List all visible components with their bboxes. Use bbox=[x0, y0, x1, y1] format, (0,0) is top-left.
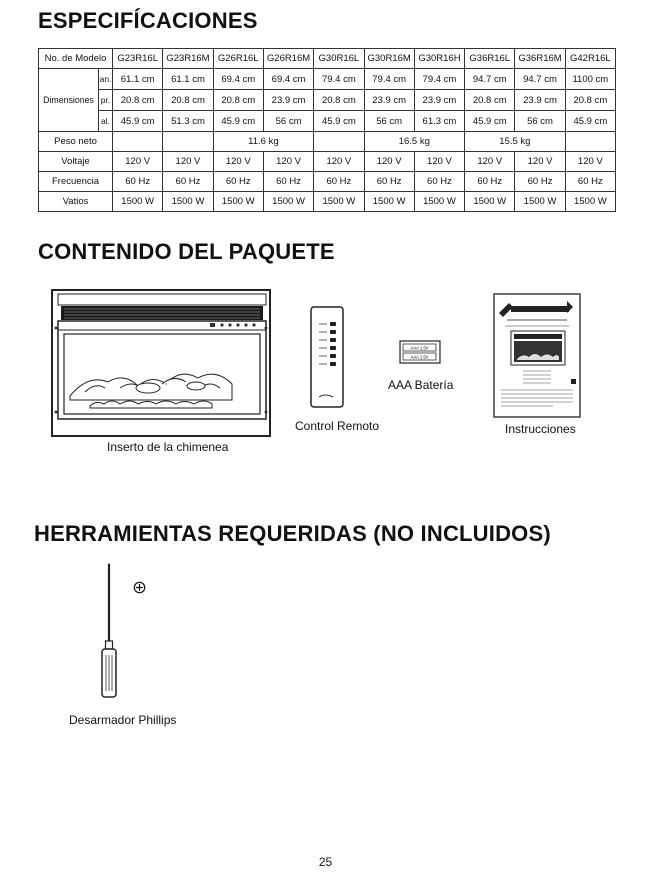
watts-label: Vatios bbox=[39, 192, 113, 212]
table-cell: 60 Hz bbox=[515, 172, 565, 192]
frequency-label: Frecuencia bbox=[39, 172, 113, 192]
voltage-label: Voltaje bbox=[39, 152, 113, 172]
model-cell: G30R16H bbox=[414, 49, 464, 69]
table-cell: 20.8 cm bbox=[314, 90, 364, 111]
table-cell: 56 cm bbox=[364, 111, 414, 132]
table-cell: 45.9 cm bbox=[213, 111, 263, 132]
table-cell: 60 Hz bbox=[565, 172, 615, 192]
table-cell: 60 Hz bbox=[314, 172, 364, 192]
remote-control-illustration bbox=[307, 305, 347, 410]
dim-sub-label: pr. bbox=[99, 90, 113, 111]
battery-label: AAA 1.5V bbox=[410, 345, 429, 351]
manual-caption: Instrucciones bbox=[505, 422, 576, 436]
model-cell: G42R16L bbox=[565, 49, 615, 69]
table-cell: 1500 W bbox=[163, 192, 213, 212]
table-cell: 1500 W bbox=[314, 192, 364, 212]
spec-table bbox=[38, 48, 616, 212]
model-cell: G36R16M bbox=[515, 49, 565, 69]
table-cell: 60 Hz bbox=[414, 172, 464, 192]
tools-heading: HERRAMIENTAS REQUERIDAS (NO INCLUIDOS) bbox=[34, 521, 551, 546]
table-cell: 94.7 cm bbox=[515, 69, 565, 90]
table-cell: 1500 W bbox=[414, 192, 464, 212]
dimensions-label: Dimensiones bbox=[39, 69, 99, 132]
battery-caption: AAA Batería bbox=[388, 378, 454, 392]
table-cell: 61.3 cm bbox=[414, 111, 464, 132]
table-cell: 79.4 cm bbox=[414, 69, 464, 90]
model-cell: G30R16M bbox=[364, 49, 414, 69]
table-cell: 23.9 cm bbox=[364, 90, 414, 111]
table-row-depth bbox=[39, 90, 616, 111]
table-cell: 69.4 cm bbox=[213, 69, 263, 90]
table-cell: 120 V bbox=[263, 152, 313, 172]
model-cell: G36R16L bbox=[465, 49, 515, 69]
table-cell: 120 V bbox=[364, 152, 414, 172]
model-cell: G26R16L bbox=[213, 49, 263, 69]
table-cell bbox=[565, 132, 615, 152]
table-cell: 1500 W bbox=[515, 192, 565, 212]
model-cell: G30R16L bbox=[314, 49, 364, 69]
table-cell: 45.9 cm bbox=[565, 111, 615, 132]
phillips-screwdriver-illustration bbox=[98, 563, 126, 699]
table-cell: 60 Hz bbox=[213, 172, 263, 192]
phillips-head-icon bbox=[133, 581, 146, 594]
battery-illustration bbox=[399, 340, 441, 364]
weight-cell: 15.5 kg bbox=[465, 132, 566, 152]
model-cell: G23R16L bbox=[113, 49, 163, 69]
manual-illustration bbox=[493, 293, 581, 418]
table-cell: 79.4 cm bbox=[364, 69, 414, 90]
table-cell: 61.1 cm bbox=[113, 69, 163, 90]
table-cell: 56 cm bbox=[263, 111, 313, 132]
dim-sub-label: an. bbox=[99, 69, 113, 90]
table-cell: 20.8 cm bbox=[113, 90, 163, 111]
table-cell bbox=[314, 132, 364, 152]
dim-sub-label: al. bbox=[99, 111, 113, 132]
table-cell: 45.9 cm bbox=[113, 111, 163, 132]
table-cell: 60 Hz bbox=[465, 172, 515, 192]
page-number: 25 bbox=[318, 855, 333, 869]
table-cell: 1500 W bbox=[465, 192, 515, 212]
table-cell: 56 cm bbox=[515, 111, 565, 132]
table-cell: 120 V bbox=[213, 152, 263, 172]
table-cell: 120 V bbox=[414, 152, 464, 172]
table-cell: 20.8 cm bbox=[465, 90, 515, 111]
model-label: No. de Modelo bbox=[39, 49, 113, 69]
table-row-width bbox=[39, 69, 616, 90]
table-cell: 120 V bbox=[113, 152, 163, 172]
table-cell: 23.9 cm bbox=[515, 90, 565, 111]
table-cell: 20.8 cm bbox=[213, 90, 263, 111]
table-cell: 69.4 cm bbox=[263, 69, 313, 90]
insert-caption: Inserto de la chimenea bbox=[107, 440, 229, 454]
table-cell: 23.9 cm bbox=[414, 90, 464, 111]
table-cell bbox=[163, 132, 213, 152]
battery-label: AAA 1.5V bbox=[410, 354, 429, 360]
table-row-height bbox=[39, 111, 616, 132]
weight-cell: 11.6 kg bbox=[213, 132, 314, 152]
screwdriver-caption: Desarmador Phillips bbox=[69, 713, 177, 727]
table-cell: 1500 W bbox=[263, 192, 313, 212]
model-cell: G26R16M bbox=[263, 49, 313, 69]
table-cell: 60 Hz bbox=[364, 172, 414, 192]
table-row-models bbox=[39, 49, 616, 69]
fireplace-insert-illustration bbox=[50, 288, 272, 438]
table-cell: 45.9 cm bbox=[465, 111, 515, 132]
model-cell: G23R16M bbox=[163, 49, 213, 69]
table-cell: 60 Hz bbox=[263, 172, 313, 192]
table-cell: 120 V bbox=[515, 152, 565, 172]
table-cell: 1100 cm bbox=[565, 69, 615, 90]
table-cell: 61.1 cm bbox=[163, 69, 213, 90]
table-cell: 60 Hz bbox=[113, 172, 163, 192]
table-cell: 45.9 cm bbox=[314, 111, 364, 132]
table-row-watts bbox=[39, 192, 616, 212]
table-row-weight bbox=[39, 132, 616, 152]
table-cell: 1500 W bbox=[213, 192, 263, 212]
table-cell: 51.3 cm bbox=[163, 111, 213, 132]
table-cell: 94.7 cm bbox=[465, 69, 515, 90]
table-cell: 120 V bbox=[163, 152, 213, 172]
specs-heading: ESPECIFÍCACIONES bbox=[38, 8, 258, 33]
table-row-frequency bbox=[39, 172, 616, 192]
table-cell: 23.9 cm bbox=[263, 90, 313, 111]
package-heading: CONTENIDO DEL PAQUETE bbox=[38, 239, 335, 264]
table-cell: 79.4 cm bbox=[314, 69, 364, 90]
table-cell: 20.8 cm bbox=[163, 90, 213, 111]
table-row-voltage bbox=[39, 152, 616, 172]
table-cell: 60 Hz bbox=[163, 172, 213, 192]
table-cell: 1500 W bbox=[565, 192, 615, 212]
table-cell: 1500 W bbox=[113, 192, 163, 212]
table-cell: 120 V bbox=[465, 152, 515, 172]
weight-cell: 16.5 kg bbox=[364, 132, 465, 152]
table-cell bbox=[113, 132, 163, 152]
table-cell: 120 V bbox=[314, 152, 364, 172]
table-cell: 1500 W bbox=[364, 192, 414, 212]
table-cell: 20.8 cm bbox=[565, 90, 615, 111]
weight-label: Peso neto bbox=[39, 132, 113, 152]
remote-caption: Control Remoto bbox=[295, 419, 380, 433]
table-cell: 120 V bbox=[565, 152, 615, 172]
